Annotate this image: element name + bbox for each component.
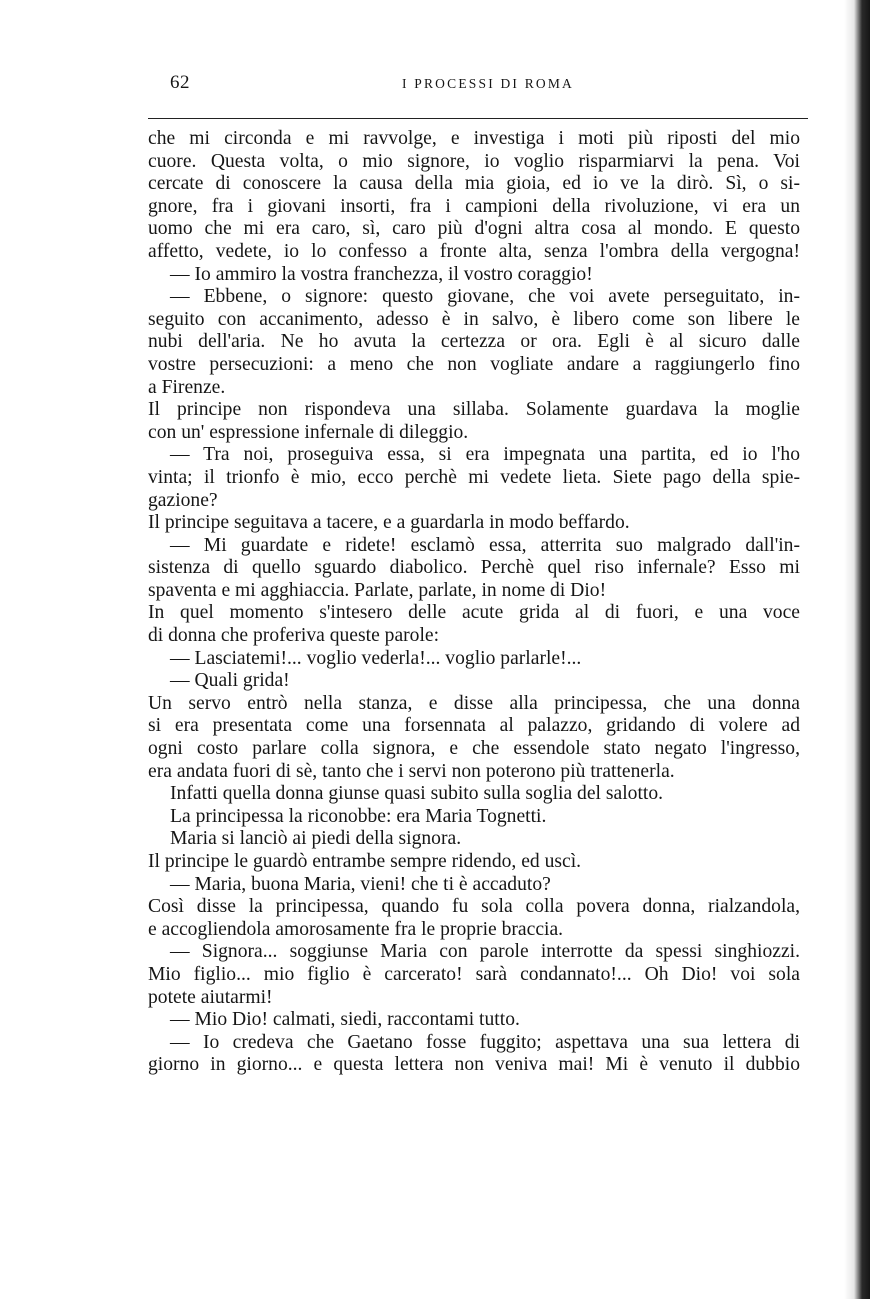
- text-line: Il principe non rispondeva una sillaba. Solamente guardava la moglie: [148, 399, 800, 421]
- text-line: affetto, vedete, io lo confesso a fronte alta, senza l'ombra della vergogna!: [148, 240, 800, 262]
- text-line: — Quali grida!: [170, 670, 290, 692]
- text-line: Il principe seguitava a tacere, e a guardarla in modo beffardo.: [148, 512, 630, 534]
- text-line: Infatti quella donna giunse quasi subito sulla soglia del salotto.: [170, 783, 664, 805]
- text-line: Un servo entrò nella stanza, e disse alla principessa, che una donna: [148, 692, 800, 714]
- text-line: sistenza di quello sguardo diabolico. Perchè quel riso infernale? Esso mi: [148, 557, 800, 579]
- text-line: Maria si lanciò ai piedi della signora.: [170, 828, 462, 850]
- body-text: [148, 128, 800, 1077]
- text-line: Così disse la principessa, quando fu sola colla povera donna, rialzandola,: [148, 896, 800, 918]
- text-line: — Io ammiro la vostra franchezza, il vostro coraggio!: [170, 263, 593, 285]
- text-line: ogni costo parlare colla signora, e che essendole stato negato l'ingresso,: [148, 738, 800, 760]
- text-line: gazione?: [148, 489, 218, 511]
- text-line: — Ebbene, o signore: questo giovane, che voi avete perseguitato, in-: [170, 286, 800, 308]
- text-line: spaventa e mi agghiaccia. Parlate, parlate, in nome di Dio!: [148, 579, 607, 601]
- text-line: e accogliendola amorosamente fra le proprie braccia.: [148, 918, 564, 940]
- text-line: La principessa la riconobbe: era Maria Tognetti.: [170, 805, 547, 827]
- text-line: — Io credeva che Gaetano fosse fuggito; aspettava una sua lettera di: [170, 1031, 800, 1053]
- text-line: uomo che mi era caro, sì, caro più d'ogni altra cosa al mondo. E questo: [148, 218, 800, 240]
- header-rule: [148, 118, 808, 119]
- text-line: a Firenze.: [148, 376, 226, 398]
- text-line: nubi dell'aria. Ne ho avuta la certezza or ora. Egli è al sicuro dalle: [148, 331, 800, 353]
- text-line: di donna che proferiva queste parole:: [148, 625, 440, 647]
- text-line: vinta; il trionfo è mio, ecco perchè mi vedete lieta. Siete pago della spie-: [148, 466, 800, 488]
- text-line: potete aiutarmi!: [148, 986, 273, 1008]
- text-line: — Signora... soggiunse Maria con parole interrotte da spessi singhiozzi.: [170, 941, 800, 963]
- text-line: Il principe le guardò entrambe sempre ridendo, ed uscì.: [148, 851, 582, 872]
- text-line: — Mi guardate e ridete! esclamò essa, atterrita suo malgrado dall'in-: [170, 534, 800, 556]
- text-line: con un' espressione infernale di dileggio.: [148, 421, 469, 443]
- page-header: [148, 72, 808, 102]
- text-line: In quel momento s'intesero delle acute grida al di fuori, e una voce: [148, 602, 800, 624]
- text-line: gnore, fra i giovani insorti, fra i campioni della rivoluzione, vi era un: [148, 195, 800, 217]
- text-line: — Lasciatemi!... voglio vederla!... voglio parlarle!...: [170, 647, 582, 669]
- running-head: I PROCESSI DI ROMA: [402, 76, 574, 91]
- text-line: si era presentata come una forsennata al palazzo, gridando di volere ad: [148, 715, 800, 737]
- text-line: — Mio Dio! calmati, siedi, raccontami tutto.: [170, 1009, 520, 1031]
- text-line: vostre persecuzioni: a meno che non vogliate andare a raggiungerlo fino: [148, 353, 800, 375]
- text-line: era andata fuori di sè, tanto che i servi non poterono più trattenerla.: [148, 760, 675, 782]
- text-line: giorno in giorno... e questa lettera non veniva mai! Mi è venuto il dubbio: [148, 1054, 800, 1076]
- page-number: 62: [170, 72, 190, 93]
- text-line: — Tra noi, proseguiva essa, si era impegnata una partita, ed io l'ho: [170, 444, 800, 466]
- text-line: che mi circonda e mi ravvolge, e investiga i moti più riposti del mio: [148, 128, 800, 149]
- text-line: — Maria, buona Maria, vieni! che ti è accaduto?: [170, 873, 551, 895]
- text-line: Mio figlio... mio figlio è carcerato! sarà condannato!... Oh Dio! voi sola: [148, 963, 800, 985]
- text-line: cuore. Questa volta, o mio signore, io voglio risparmiarvi la pena. Voi: [148, 150, 800, 172]
- book-spine-edge: [844, 0, 870, 1299]
- text-line: seguito con accanimento, adesso è in salvo, è libero come son libere le: [148, 308, 800, 330]
- text-line: cercate di conoscere la causa della mia gioia, ed io ve la dirò. Sì, o si-: [148, 173, 800, 195]
